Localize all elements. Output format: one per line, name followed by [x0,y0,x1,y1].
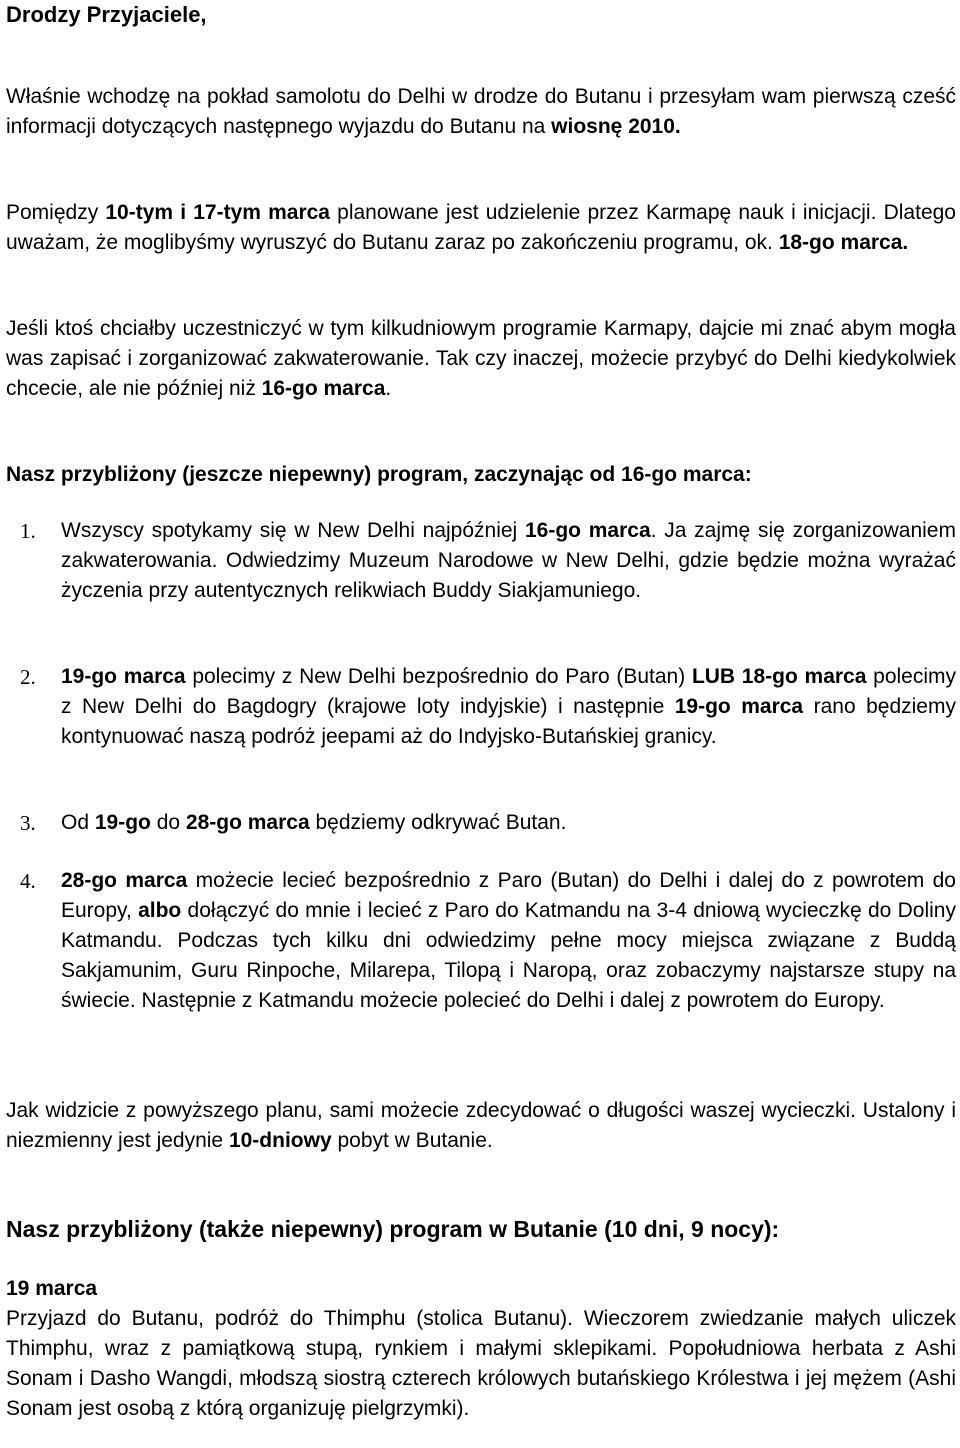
list-number: 3. [20,811,36,835]
day-date: 19 marca [6,1277,98,1300]
paragraph-trip-length: Jak widzicie z powyższego planu, sami możecie zdecydować o długości waszej wycieczki. Ustalony i niezmienny jest jedynie 10-dniowy pobyt w Butanie. [6,1099,956,1152]
section-heading-program: Nasz przybliżony (jeszcze niepewny) program, zaczynając od 16-go marca: [6,463,752,486]
paragraph-karmapa-teachings: Pomiędzy 10-tym i 17-tym marca planowane jest udzielenie przez Karmapę nauk i inicjacji. Dlatego uważam, że moglibyśmy wyruszyć do Butanu zaraz po zakończeniu programu, ok. 18-go marca. [6,201,956,254]
list-number: 1. [20,519,36,543]
emphasis-departure: 18-go marca. [778,231,909,254]
list-number: 4. [20,869,36,893]
day-description: Przyjazd do Butanu, podróż do Thimphu (stolica Butanu). Wieczorem zwiedzanie małych uliczek Thimphu, wraz z pamiątkową stupą, rynkiem i małymi sklepikami. Popołudniowa herbata z Ashi Sonam i Dasho Wangdi, młodszą siostrą czterech królowych butańskiego Królestwa i jej mężem (Ashi Sonam jest osobą z którą organizuję pielgrzymki). [6,1307,956,1420]
section-heading-bhutan-program: Nasz przybliżony (także niepewny) program w Butanie (10 dni, 9 nocy): [6,1216,780,1242]
emphasis-deadline: 16-go marca [261,377,386,400]
paragraph-registration: Jeśli ktoś chciałby uczestniczyć w tym kilkudniowym programie Karmapy, dajcie mi znać abym mogła was zapisać i zorganizować zakwaterowanie. Tak czy inaczej, możecie przybyć do Delhi kiedykolwiek chcecie, ale nie później niż 16-go marca. [6,317,956,400]
emphasis-duration: 10-dniowy [228,1129,332,1152]
emphasis-spring: wiosnę 2010. [551,115,681,138]
list-number: 2. [20,665,36,689]
paragraph-intro: Właśnie wchodzę na pokład samolotu do Delhi w drodze do Butanu i przesyłam wam pierwszą cześć informacji dotyczących następnego wyjazdu do Butanu na wiosnę 2010. [6,85,956,138]
greeting: Drodzy Przyjaciele, [6,2,207,27]
emphasis-dates: 10-tym i 17-tym marca [105,201,330,224]
